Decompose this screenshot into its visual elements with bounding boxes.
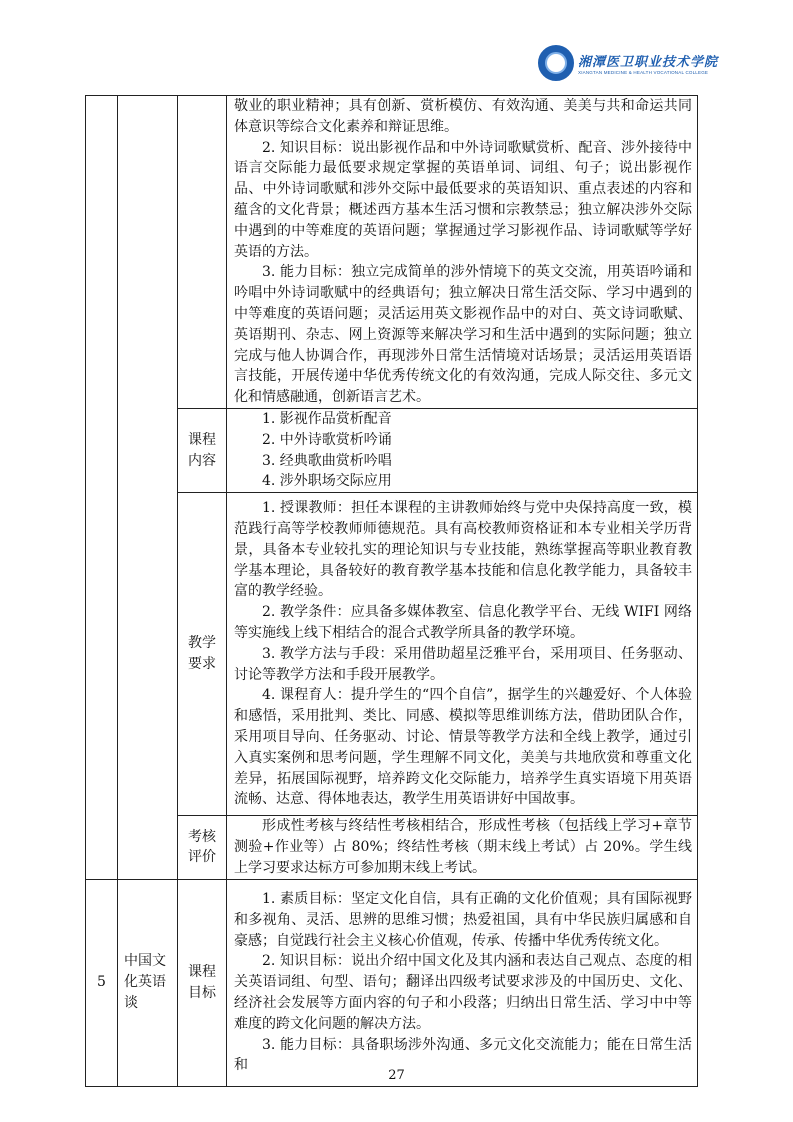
list-item: 3. 经典歌曲赏析吟唱 (262, 452, 392, 469)
paragraph: 4. 课程育人：提升学生的“四个自信”，据学生的兴趣爱好、个人体验和感悟，采用批判、类比、同感、模拟等思维训练方法，借助团队合作，采用项目导向、任务驱动、讨论、情景等教学方法和全线上教学，通过引入真实案例和思考问题，学生理解不同文化，美美与共地欣赏和尊重文化差异，拓展国际视野，培养跨文化交际能力，培养学生真实语境下用英语流畅、达意、得体地表达，教学生用英语讲好中国故事。 (234, 687, 692, 808)
list-item: 1. 影视作品赏析配音 (262, 410, 392, 427)
paragraph: 3. 能力目标：具备职场涉外沟通、多元文化交流能力；能在日常生活和 (234, 1036, 692, 1074)
assessment (227, 816, 698, 879)
row-number-cell: 5 (86, 879, 118, 1086)
list-item: 2. 中外诗歌赏析吟诵 (262, 431, 392, 448)
paragraph: 3. 教学方法与手段：采用借助超星泛雅平台，采用项目、任务驱动、讨论等教学方法和手段开展教学。 (234, 645, 692, 683)
paragraph: 2. 教学条件：应具备多媒体教室、信息化教学平台、无线 WIFI 网络等实施线上线下相结合的混合式教学所具备的教学环境。 (234, 604, 692, 641)
row-label (178, 96, 227, 409)
logo-english-name: XIANGTAN MEDICINE & HEALTH VOCATIONAL COLLEGE (578, 70, 709, 75)
row-number-cell (86, 96, 118, 880)
paragraph: 1. 素质目标：坚定文化自信，具有正确的文化价值观；具有国际视野和多视角、灵活、思辨的思维习惯；热爱祖国，具有中华民族归属感和自豪感；自觉践行社会主义核心价值观，传承、传播中华优秀传统文化。 (234, 890, 692, 949)
table-row (86, 493, 698, 816)
table-row (86, 96, 698, 409)
table-row (86, 408, 698, 492)
page-number: 27 (388, 1068, 405, 1083)
paragraph: 2. 知识目标：说出影视作品和中外诗词歌赋赏析、配音、涉外接待中语言交际能力最低要求规定掌握的英语单词、词组、句子；说出影视作品、中外诗词歌赋和涉外交际中最低要求的英语知识、重点表述的内容和蕴含的文化背景；概述西方基本生活习惯和宗教禁忌；独立解决涉外交际中遇到的中等难度的英语问题；掌握通过学习影视作品、诗词歌赋等学好英语的方法。 (234, 139, 692, 260)
course-content (227, 408, 698, 492)
paragraph: 2. 知识目标：说出介绍中国文化及其内涵和表达自己观点、态度的相关英语词组、句型、语句；翻译出四级考试要求涉及的中国历史、文化、经济社会发展等方面内容的句子和小段落；归纳出日常生活、学习中中等难度的跨文化问题的解决方法。 (234, 953, 692, 1032)
college-logo (538, 45, 718, 81)
paragraph: 1. 授课教师：担任本课程的主讲教师始终与党中央保持高度一致，模范践行高等学校教师师德规范。具有高校教师资格证和本专业相关学历背景，具备本专业较扎实的理论知识与专业技能，熟练掌握高等职业教育教学基本理论，具备较好的教育教学基本技能和信息化教学能力，具备较丰富的教学经验。 (234, 500, 692, 600)
paragraph: 敬业的职业精神；具有创新、赏析模仿、有效沟通、美美与共和命运共同体意识等综合文化素养和辩证思维。 (234, 98, 692, 135)
course-table (85, 95, 698, 1087)
course-goals (227, 879, 698, 1086)
logo-chinese-name: 湘潭医卫职业技术学院 (578, 55, 719, 70)
table-row (86, 879, 698, 1086)
course-goals-cont (227, 96, 698, 409)
course-name-cell: 中国文化英语谈 (118, 879, 178, 1086)
course-name-cell (118, 96, 178, 880)
row-label: 教学要求 (178, 493, 227, 816)
list-item: 4. 涉外职场交际应用 (262, 473, 392, 490)
paragraph: 3. 能力目标：独立完成简单的涉外情境下的英文交流，用英语吟诵和吟唱中外诗词歌赋中的经典语句；独立解决日常生活交际、学习中遇到的中等难度的英语问题；灵活运用英文影视作品中的对白、英文诗词歌赋、英语期刊、杂志、网上资源等来解决学习和生活中遇到的实际问题；独立完成与他人协调合作，再现涉外日常生活情境对话场景；灵活运用英语语言技能，开展传递中华优秀传统文化的有效沟通，完成人际交往、多元文化和情感融通，创新语言艺术。 (234, 264, 692, 406)
row-label: 课程目标 (178, 879, 227, 1086)
table-row (86, 816, 698, 879)
row-label: 考核评价 (178, 816, 227, 879)
paragraph: 形成性考核与终结性考核相结合，形成性考核（包括线上学习+章节测验+作业等）占 80%；终结性考核（期末线上考试）占 20%。学生线上学习要求达标方可参加期末线上考试。 (234, 818, 692, 876)
teaching-requirements (227, 493, 698, 816)
row-label: 课程内容 (178, 408, 227, 492)
college-seal-icon (538, 45, 574, 81)
